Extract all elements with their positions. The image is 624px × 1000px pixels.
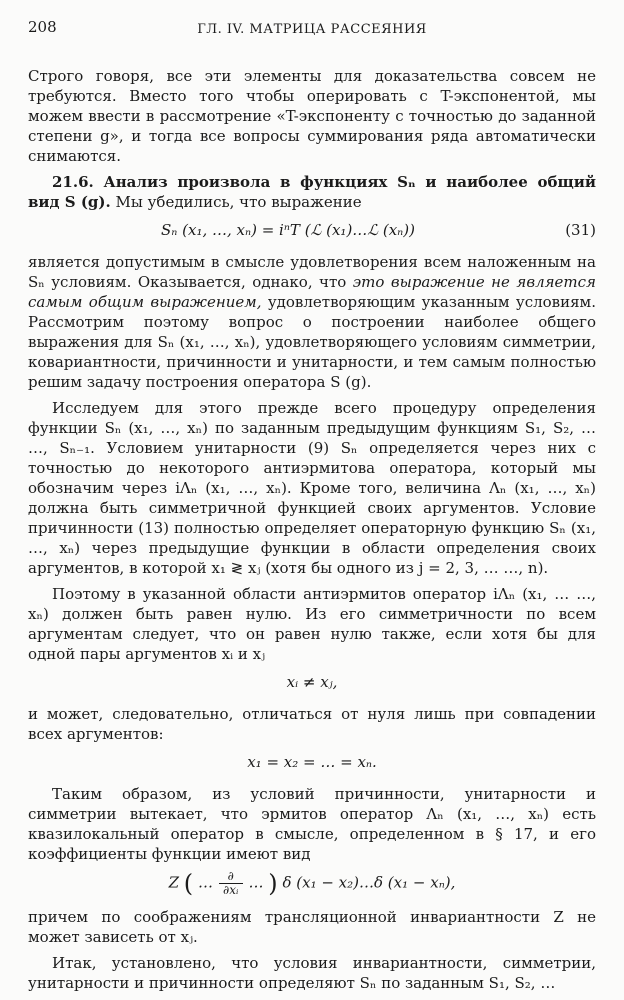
paragraph-coincident-arguments: и может, следовательно, отличаться от нуля лишь при совпадении всех аргументов: — [28, 705, 596, 743]
page-header — [28, 16, 596, 42]
equation-number-31: (31) — [565, 221, 596, 239]
formula-z-suffix: δ (x₁ − x₂)…δ (x₁ − xₙ), — [282, 873, 456, 892]
running-title: ГЛ. IV. МАТРИЦА РАССЕЯНИЯ — [197, 21, 427, 37]
left-parenthesis: ( — [183, 869, 194, 898]
formula-31-expression: Sₙ (x₁, …, xₙ) = iⁿT (ℒ (x₁)…ℒ (xₙ)) — [161, 221, 415, 239]
right-parenthesis: ) — [268, 869, 278, 898]
formula-not-equal-expression: xᵢ ≠ xⱼ, — [286, 673, 338, 691]
paragraph-quasilocal-operator: Таким образом, из условий причинности, унитарности и симметрии вытекает, что эрмитов оператор Λₙ (x₁, …, xₙ) есть квазилокальный оператор в смысле, определенном в § 17, и его коэффициенты функции имеют вид — [28, 785, 596, 863]
paragraph-general-expression-start: является допустимым в смысле удовлетворения всем наложенным на Sₙ условиям. Оказывается, однако, что — [28, 253, 596, 291]
paragraph-general-expression-end: удовлетворяющим указанным условиям. Рассмотрим поэтому вопрос о построении наиболее общего выражения для Sₙ (x₁, …, xₙ), удовлетворяющего условиям симметрии, ковариантности, причинности и унитарности, и тем самым полностью решим задачу построения оператора S (g). — [28, 293, 596, 391]
formula-delta-functions — [28, 870, 596, 897]
formula-equal-arguments — [28, 750, 596, 774]
formula-equal-expression: x₁ = x₂ = … = xₙ. — [247, 753, 377, 771]
page-body — [28, 66, 596, 999]
paragraph-t-exponent: Строго говоря, все эти элементы для доказательства совсем не требуются. Вместо того чтобы оперировать с T-экспонентой, мы можем ввести в рассмотрение «T-экспоненту с точностью до заданной степени g», и тогда все вопросы суммирования ряда автоматически снимаются. — [28, 67, 596, 165]
section-heading: 21.6. Анализ произвола в функциях Sₙ и наиболее общий вид S (g). — [28, 173, 596, 211]
derivative-numerator: ∂ — [227, 869, 234, 883]
italic-emphasis: это выражение не является самым общим выражением, — [28, 273, 596, 311]
paragraph-general-expression — [28, 252, 596, 392]
derivative-denominator: ∂xᵢ — [223, 883, 239, 897]
paragraph-translation-invariance: причем по соображениям трансляционной инвариантности Z не может зависеть от xⱼ. — [28, 908, 596, 946]
formula-z-inner-left: … — [197, 873, 213, 892]
section-heading-paragraph — [28, 172, 596, 212]
page-number: 208 — [28, 18, 57, 36]
paragraph-conclusion: Итак, установлено, что условия инвариантности, симметрии, унитарности и причинности определяют Sₙ по заданным S₁, S₂, … — [28, 954, 596, 992]
formula-delta-expression — [169, 870, 456, 897]
formula-z-inner-right: … — [248, 873, 264, 892]
partial-derivative — [219, 870, 243, 897]
formula-31 — [28, 218, 596, 242]
paragraph-antihermitian-operator: Поэтому в указанной области антиэрмитов оператор iΛₙ (x₁, … …, xₙ) должен быть равен нулю. Из его симметричности по всем аргументам следует, что он равен нулю также, если хотя бы для одной пары аргументов xᵢ и xⱼ — [28, 585, 596, 663]
section-heading-tail: Мы убедились, что выражение — [115, 193, 362, 211]
formula-z-prefix: Z — [168, 873, 180, 892]
paragraph-unitarity-condition: Исследуем для этого прежде всего процедуру определения функции Sₙ (x₁, …, xₙ) по заданным предыдущим функциям S₁, S₂, … …, Sₙ₋₁. Условием унитарности (9) Sₙ определяется через них с точностью до некоторого антиэрмитова оператора, который мы обозначим через iΛₙ (x₁, …, xₙ). Кроме того, величина Λₙ (x₁, …, xₙ) должна быть симметричной функцией своих аргументов. Условие причинности (13) полностью определяет операторную функцию Sₙ (x₁, …, xₙ) через предыдущие функции в области определения своих аргументов, в которой x₁ ≷ xⱼ (хотя бы одного из j = 2, 3, … …, n). — [28, 399, 596, 577]
formula-not-equal — [28, 670, 596, 694]
